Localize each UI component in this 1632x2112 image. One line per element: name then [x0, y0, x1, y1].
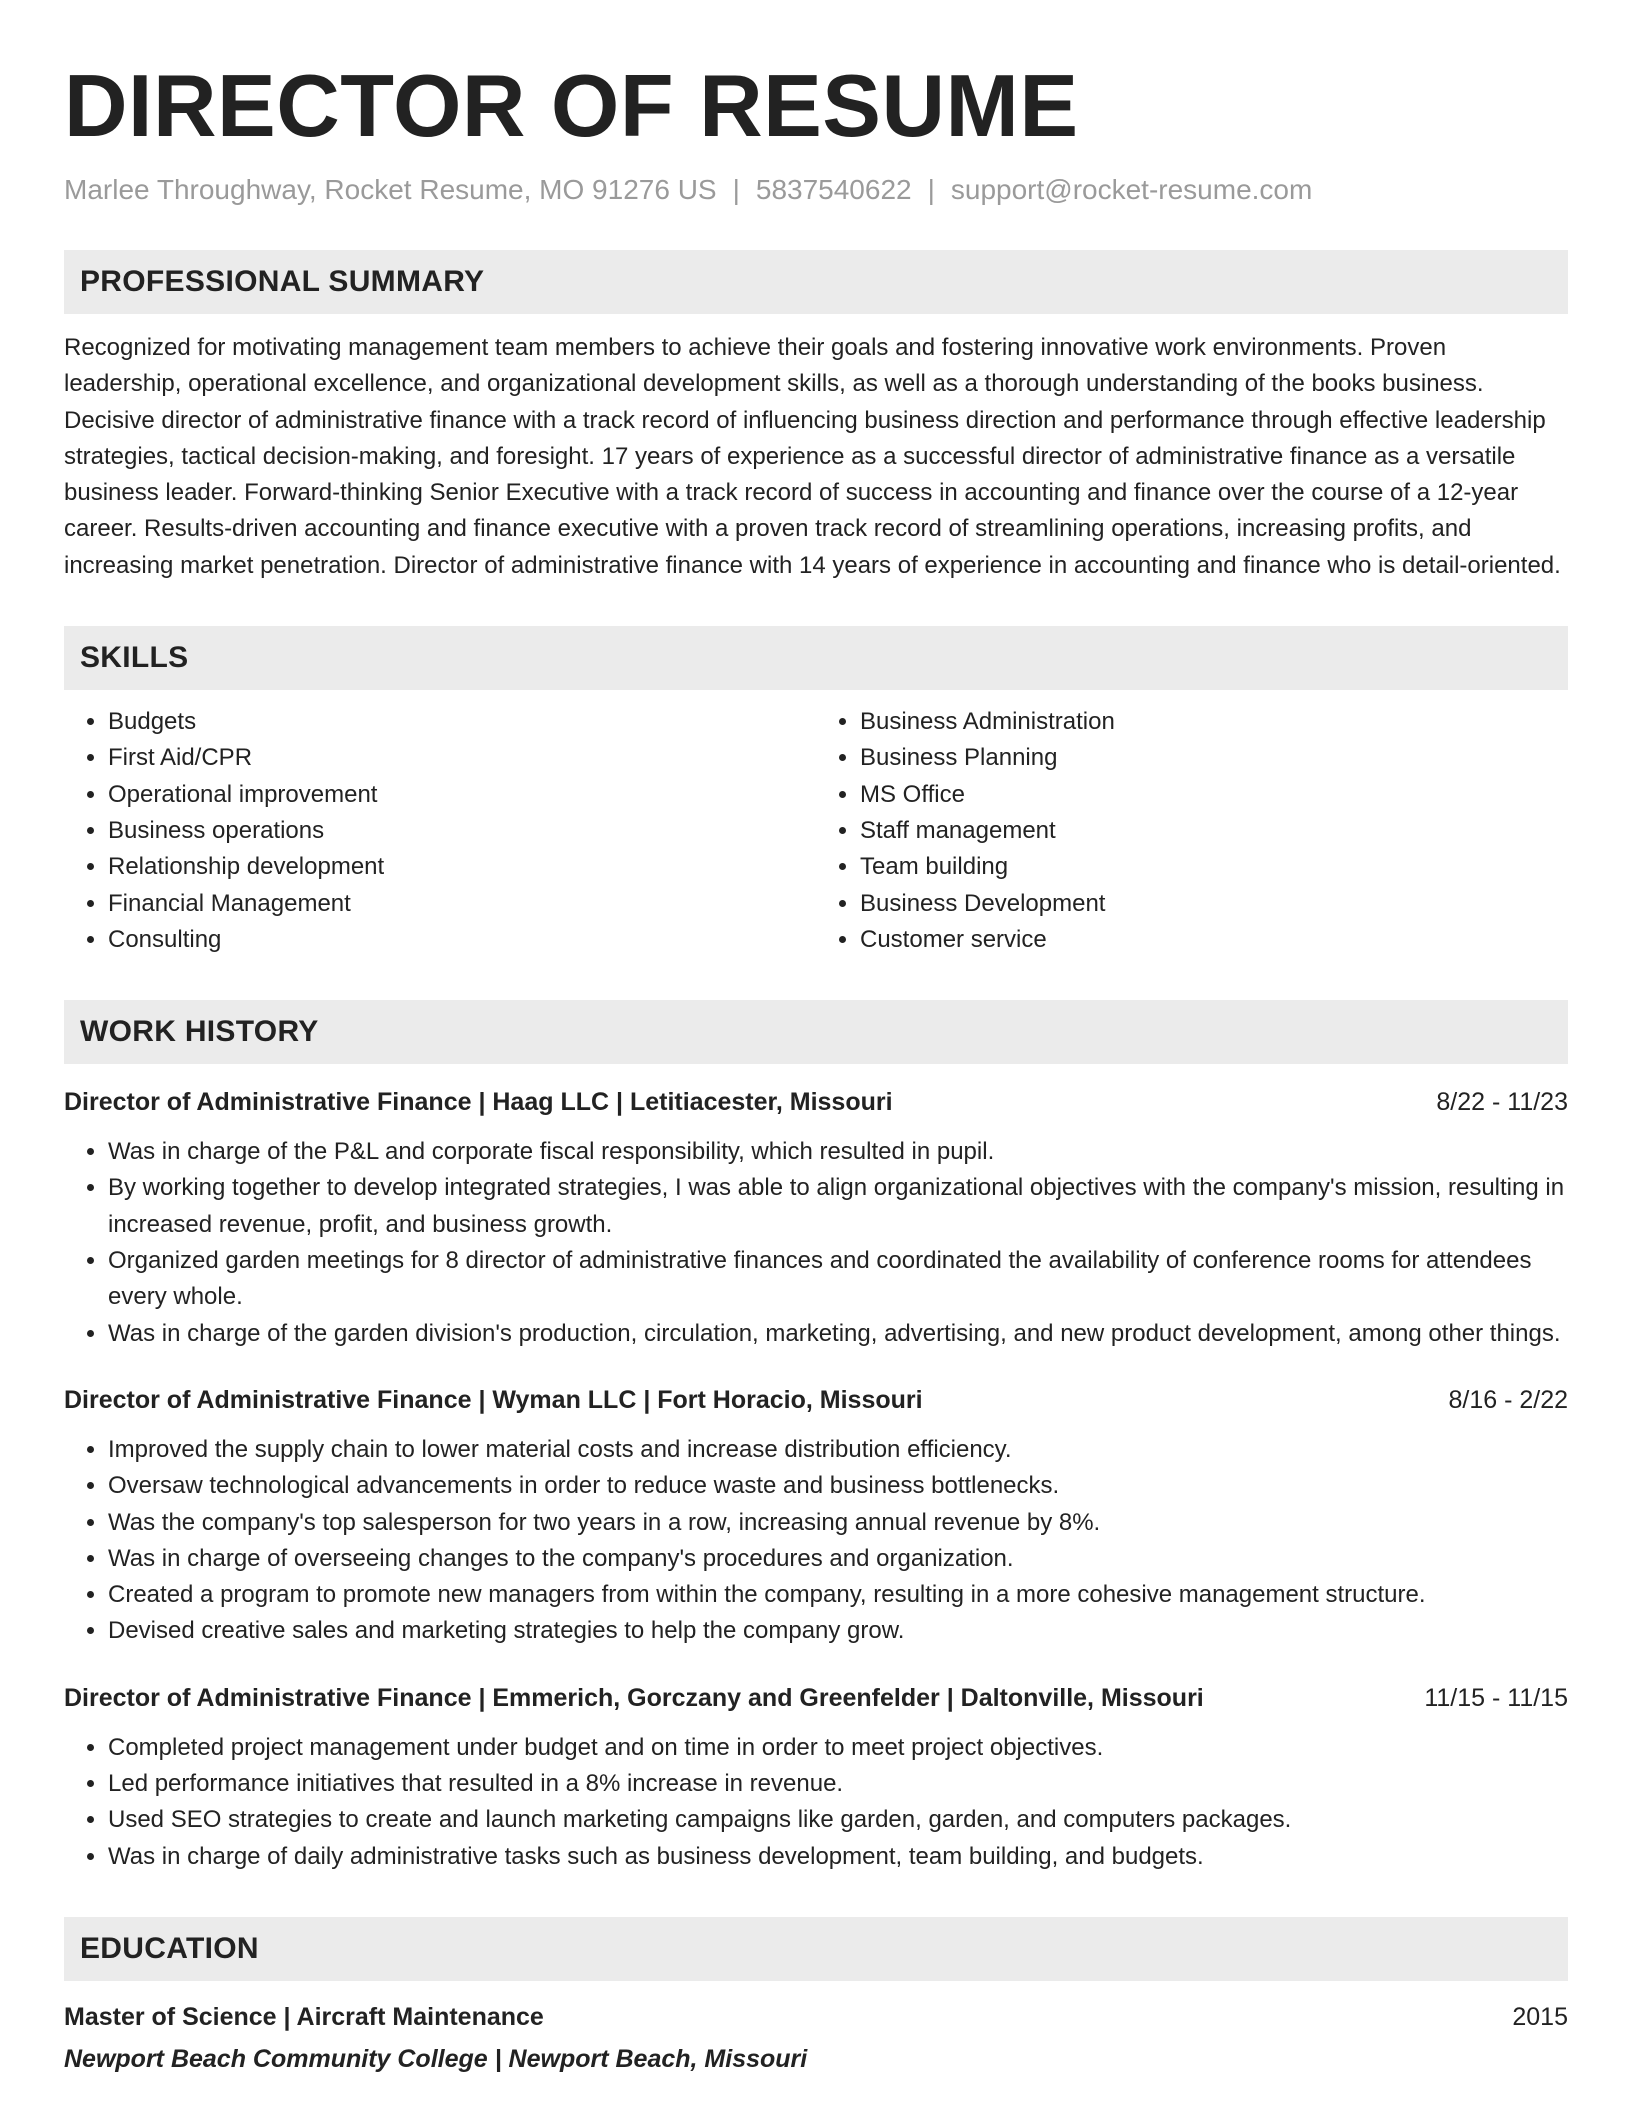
education-degree: Master of Science | Aircraft Maintenance: [64, 2002, 544, 2031]
contact-address: Marlee Throughway, Rocket Resume, MO 91276 US: [64, 174, 717, 205]
job-bullets: [64, 1432, 1568, 1650]
contact-line: [64, 172, 1568, 208]
skills-list: [64, 704, 1568, 958]
job-entry: [64, 1084, 1568, 1352]
skill-item: • Business Administration: [860, 704, 1568, 740]
skill-item: • MS Office: [860, 777, 1568, 813]
job-bullet: • Completed project management under budget and on time in order to meet project objectives.: [108, 1730, 1568, 1766]
job-header: [64, 1680, 1568, 1716]
job-title: Director of Administrative Finance | Emmerich, Gorczany and Greenfelder | Daltonville, Missouri: [64, 1683, 1204, 1712]
job-title: Director of Administrative Finance | Haag LLC | Letitiacester, Missouri: [64, 1088, 893, 1117]
education-header: [64, 1999, 1568, 2035]
job-bullet: • Was in charge of overseeing changes to the company's procedures and organization.: [108, 1541, 1568, 1577]
skill-item: • Consulting: [108, 922, 816, 958]
skill-item: • Business Planning: [860, 740, 1568, 776]
job-bullets: [64, 1134, 1568, 1352]
job-dates: 8/16 - 2/22: [1448, 1385, 1568, 1414]
education-entry: [64, 1999, 1568, 2077]
section-heading-skills: SKILLS: [64, 626, 1568, 690]
contact-email: support@rocket-resume.com: [950, 174, 1313, 205]
job-dates: 8/22 - 11/23: [1436, 1088, 1568, 1117]
education-year: 2015: [1512, 2002, 1568, 2031]
job-entry: [64, 1680, 1568, 1875]
job-bullet: • Was in charge of the P&L and corporate fiscal responsibility, which resulted in pupil.: [108, 1134, 1568, 1170]
contact-separator: |: [732, 174, 740, 205]
job-entry: [64, 1382, 1568, 1650]
skills-column-left: [64, 704, 816, 958]
section-heading-summary: PROFESSIONAL SUMMARY: [64, 250, 1568, 314]
job-dates: 11/15 - 11/15: [1424, 1683, 1568, 1712]
section-heading-education: EDUCATION: [64, 1917, 1568, 1981]
job-bullet: • Was in charge of the garden division's production, circulation, marketing, advertising, and new product development, among other things.: [108, 1316, 1568, 1352]
job-bullet: • Was in charge of daily administrative tasks such as business development, team building, and budgets.: [108, 1839, 1568, 1875]
skill-item: • Business Development: [860, 886, 1568, 922]
education-school: Newport Beach Community College | Newport Beach, Missouri: [64, 2044, 808, 2073]
job-bullets: [64, 1730, 1568, 1875]
job-bullet: • Organized garden meetings for 8 director of administrative finances and coordinated the availability of conference rooms for attendees every whole.: [108, 1243, 1568, 1316]
skill-item: • First Aid/CPR: [108, 740, 816, 776]
job-bullet: • Devised creative sales and marketing strategies to help the company grow.: [108, 1613, 1568, 1649]
job-bullet: • By working together to develop integrated strategies, I was able to align organizational objectives with the company's mission, resulting in increased revenue, profit, and business growth.: [108, 1170, 1568, 1243]
job-header: [64, 1382, 1568, 1418]
skill-item: • Relationship development: [108, 849, 816, 885]
job-bullet: • Created a program to promote new managers from within the company, resulting in a more cohesive management structure.: [108, 1577, 1568, 1613]
skills-column-right: [816, 704, 1568, 958]
contact-phone: 5837540622: [755, 174, 912, 205]
skill-item: • Business operations: [108, 813, 816, 849]
resume-title: DIRECTOR OF RESUME: [64, 56, 1079, 155]
skill-item: • Financial Management: [108, 886, 816, 922]
job-bullet: • Improved the supply chain to lower material costs and increase distribution efficiency.: [108, 1432, 1568, 1468]
job-bullet: • Was the company's top salesperson for two years in a row, increasing annual revenue by 8%.: [108, 1505, 1568, 1541]
skill-item: • Team building: [860, 849, 1568, 885]
skill-item: • Customer service: [860, 922, 1568, 958]
skill-item: • Staff management: [860, 813, 1568, 849]
job-header: [64, 1084, 1568, 1120]
professional-summary-text: Recognized for motivating management team members to achieve their goals and fostering innovative work environments. Proven leadership, operational excellence, and organizational development skills, as well as a thorough understanding of the books business. Decisive director of administrative finance with a track record of influencing business direction and performance through effective leadership strategies, tactical decision-making, and foresight. 17 years of experience as a successful director of administrative finance as a versatile business leader. Forward-thinking Senior Executive with a track record of success in accounting and finance over the course of a 12-year career. Results-driven accounting and finance executive with a proven track record of streamlining operations, increasing profits, and increasing market penetration. Director of administrative finance with 14 years of experience in accounting and finance who is detail-oriented.: [64, 334, 1561, 579]
skill-item: • Operational improvement: [108, 777, 816, 813]
skill-item: • Budgets: [108, 704, 816, 740]
contact-separator: |: [927, 174, 935, 205]
job-bullet: • Led performance initiatives that resulted in a 8% increase in revenue.: [108, 1766, 1568, 1802]
job-bullet: • Oversaw technological advancements in order to reduce waste and business bottlenecks.: [108, 1468, 1568, 1504]
job-title: Director of Administrative Finance | Wyman LLC | Fort Horacio, Missouri: [64, 1385, 923, 1414]
section-heading-work-history: WORK HISTORY: [64, 1000, 1568, 1064]
job-bullet: • Used SEO strategies to create and launch marketing campaigns like garden, garden, and computers packages.: [108, 1802, 1568, 1838]
